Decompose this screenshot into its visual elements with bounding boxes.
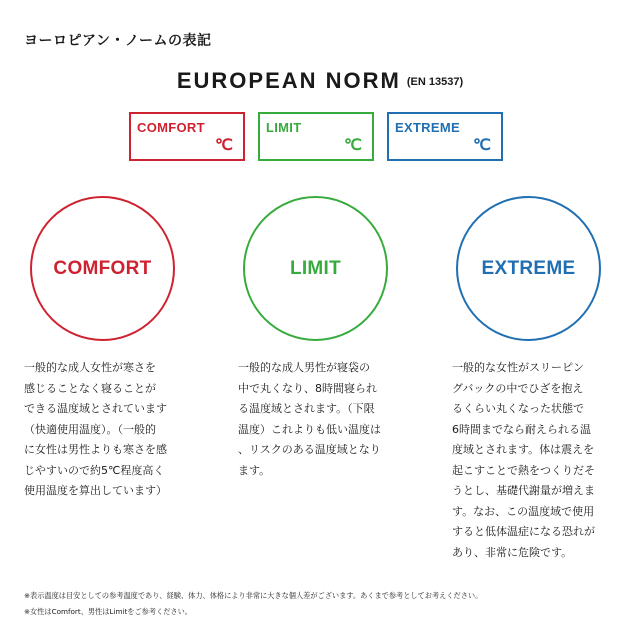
extreme-description-line: 一般的な女性がスリーピン	[452, 361, 584, 374]
norm-standard: (EN 13537)	[406, 76, 464, 88]
footnote: ※女性はComfort、男性はLimitをご参考ください。	[24, 607, 192, 616]
extreme-range-box	[387, 112, 503, 161]
limit-description-line: 、リスクのある温度域となり	[238, 443, 381, 456]
limit-description-line: 一般的な成人男性が寝袋の	[238, 361, 370, 374]
extreme-description-line: るくらい丸くなった状態で	[452, 402, 584, 415]
comfort-description-line: じやすいので約5℃程度高く	[24, 463, 165, 477]
limit-box-unit: ℃	[344, 137, 362, 154]
limit-description	[238, 358, 381, 481]
comfort-circle-label: COMFORT	[53, 257, 152, 279]
extreme-circle-label: EXTREME	[481, 257, 576, 279]
norm-title	[0, 68, 640, 94]
extreme-circle	[456, 196, 601, 341]
comfort-box-label: COMFORT	[137, 120, 205, 135]
comfort-description-line: （快適使用温度）。（一般的	[24, 422, 156, 436]
extreme-description-line: 6時間までなら耐えられる温	[452, 422, 591, 436]
comfort-box-unit: ℃	[215, 137, 233, 154]
comfort-description-line: 感じることなく寝ることが	[24, 381, 156, 395]
comfort-description-line: に女性は男性よりも寒さを感	[24, 443, 167, 456]
limit-description-line: る温度域とされます。（下限	[238, 402, 375, 415]
limit-range-box	[258, 112, 374, 161]
extreme-description-line: グバックの中でひざを抱え	[452, 381, 584, 395]
extreme-box-unit: ℃	[473, 137, 491, 154]
extreme-description-line: す。なお、この温度域で使用	[452, 504, 595, 518]
limit-description-line: 中で丸くなり、8時間寝られ	[238, 381, 377, 395]
extreme-description-line: あり、非常に危険です。	[452, 545, 573, 559]
comfort-description-line: 一般的な成人女性が寒さを	[24, 361, 156, 374]
comfort-description-line: 使用温度を算出しています）	[24, 484, 167, 497]
comfort-circle	[30, 196, 175, 341]
comfort-description	[24, 358, 167, 502]
page-heading: ヨーロピアン・ノームの表記	[24, 33, 212, 49]
limit-circle-label: LIMIT	[289, 257, 342, 279]
footnote: ※表示温度は目安としての参考温度であり、経験、体力、体格により非常に大きな個人差がございます。あくまで参考としてお考えください。	[24, 591, 483, 600]
limit-box-label: LIMIT	[266, 120, 302, 135]
extreme-box-label: EXTREME	[395, 120, 460, 135]
extreme-description-line: うとし、基礎代謝量が増えま	[452, 484, 595, 497]
comfort-description-line: できる温度域とされています	[24, 402, 167, 415]
extreme-description	[452, 358, 595, 563]
extreme-description-line: 度域とされます。体は震えを	[452, 443, 595, 456]
comfort-range-box	[129, 112, 245, 161]
limit-circle	[243, 196, 388, 341]
norm-title-text: EUROPEAN NORM	[176, 68, 401, 93]
limit-description-line: ます。	[238, 463, 271, 477]
extreme-description-line: すると低体温症になる恐れが	[452, 525, 595, 538]
footnotes	[24, 588, 482, 620]
extreme-description-line: 起こすことで熱をつくりだそ	[452, 463, 595, 477]
limit-description-line: 温度）これよりも低い温度は	[238, 422, 381, 436]
